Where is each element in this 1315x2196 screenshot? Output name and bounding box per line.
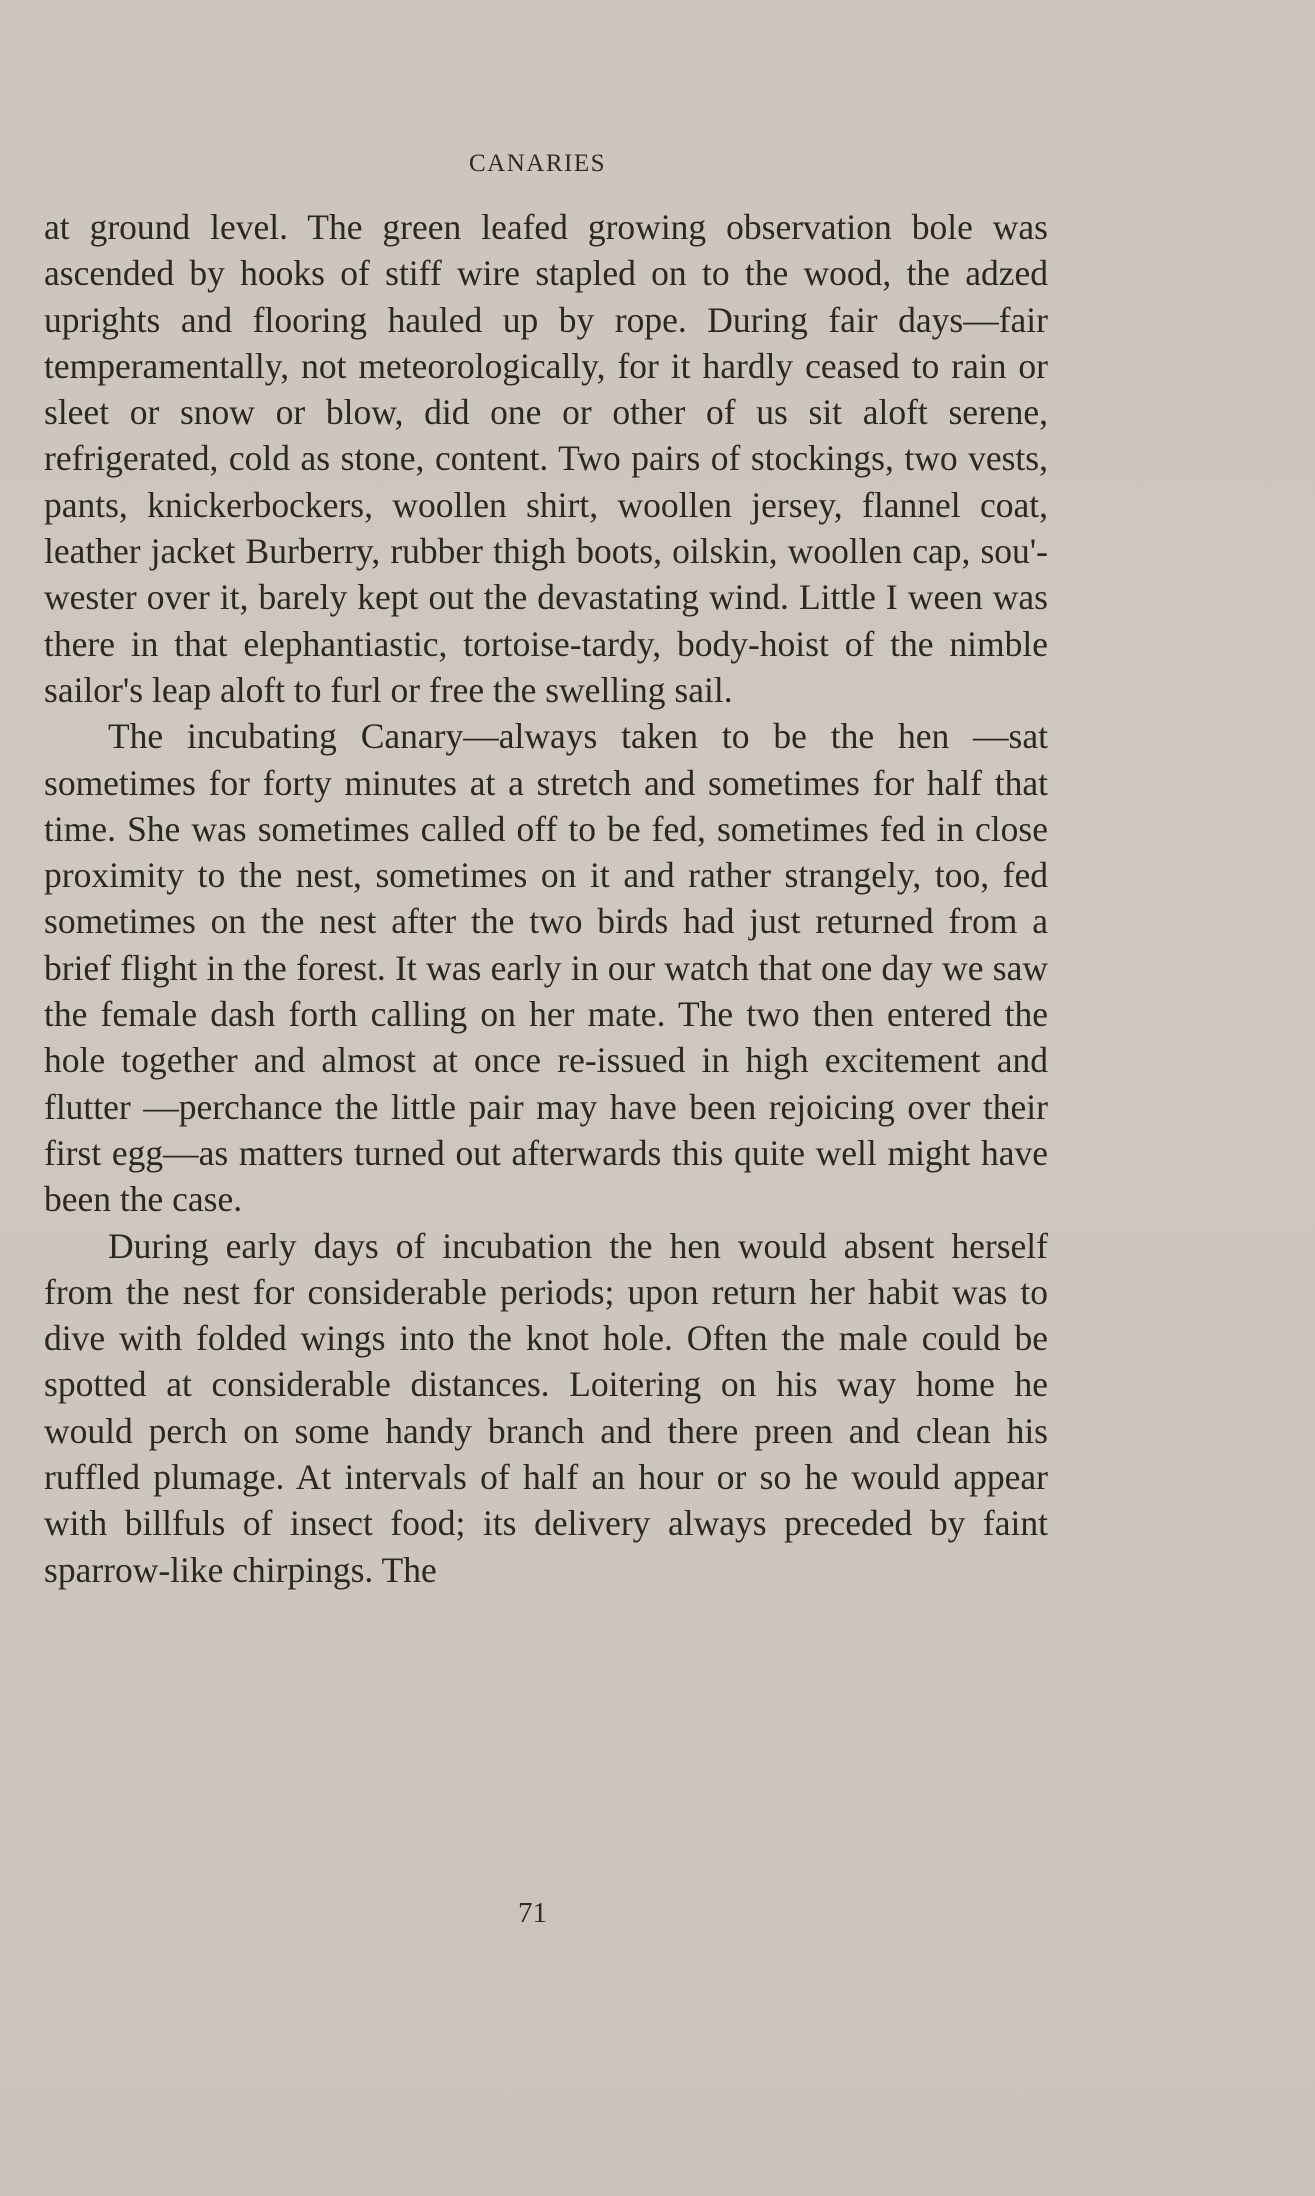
- paragraph-1: at ground level. The green leafed growing observation bole was ascended by hooks of stiff wire stapled on to the wood, the adzed uprights and flooring hauled up by rope. During fair days—fair temperamentally, not meteorologically, for it hardly ceased to rain or sleet or snow or blow, did one or other of us sit aloft serene, refrigerated, cold as stone, content. Two pairs of stockings, two vests, pants, knickerbockers, woollen shirt, woollen jersey, flannel coat, leather jacket Burberry, rubber thigh boots, oilskin, woollen cap, sou'-wester over it, barely kept out the devastating wind. Little I ween was there in that elephantiastic, tortoise-tardy, body-hoist of the nimble sailor's leap aloft to furl or free the swelling sail.: [44, 207, 1048, 710]
- paragraph-3: During early days of incubation the hen would absent herself from the nest for considerable periods; upon return her habit was to dive with folded wings into the knot hole. Often the male could be spotted at considerable distances. Loitering on his way home he would perch on some handy branch and there preen and clean his ruffled plumage. At intervals of half an hour or so he would appear with billfuls of insect food; its delivery always preceded by faint sparrow-like chirpings. The: [44, 1225, 1048, 1590]
- page-number: 71: [518, 1897, 547, 1929]
- paragraph-2: The incubating Canary—always taken to be the hen —sat sometimes for forty minutes at a stretch and sometimes for half that time. She was sometimes called off to be fed, sometimes fed in close proximity to the nest, sometimes on it and rather strangely, too, fed sometimes on the nest after the two birds had just returned from a brief flight in the forest. It was early in our watch that one day we saw the female dash forth calling on her mate. The two then entered the hole together and almost at once re-issued in high excitement and flutter —perchance the little pair may have been rejoicing over their first egg—as matters turned out afterwards this quite well might have been the case.: [44, 716, 1048, 1220]
- body-text: [44, 204, 1048, 1593]
- running-head: CANARIES: [468, 150, 606, 177]
